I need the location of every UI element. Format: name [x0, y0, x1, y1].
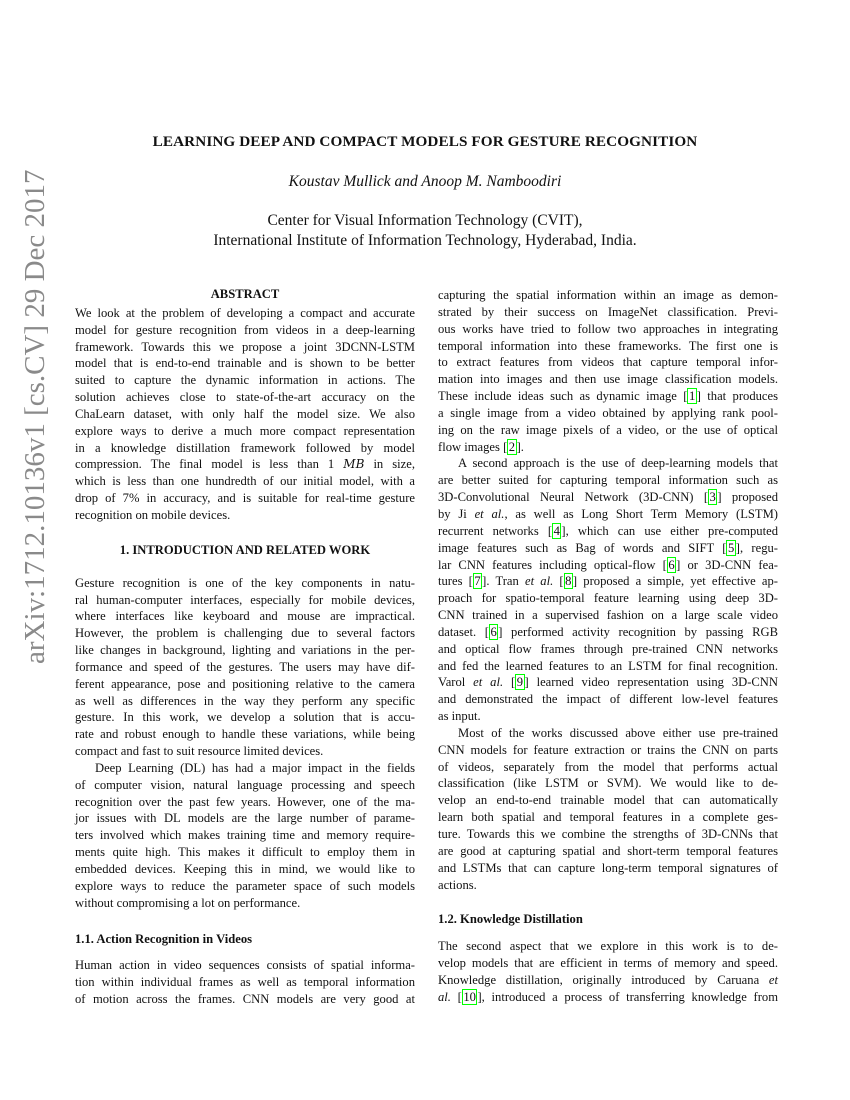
text-line: temporal information into these frameworks. The first one is [438, 338, 778, 353]
text-span: Varol [438, 675, 474, 690]
text-span: recurrent networks [438, 523, 548, 538]
subsection-heading-action-recognition: 1.1. Action Recognition in Videos [75, 931, 253, 946]
text-span: lar CNN features including optical-flow [438, 557, 663, 572]
text-line: rate and robust enough to handle these variations, while being [75, 727, 415, 742]
text-span: proposed [721, 490, 778, 505]
text-line: classification (like LSTM or SVM). We would like to de- [438, 776, 778, 791]
abstract-body [75, 305, 415, 524]
math-unit: MB [343, 457, 365, 472]
text-span: , introduced a process of transferring knowledge from [481, 989, 779, 1004]
text-line: formance and speed of the gestures. The users may have dif- [75, 659, 415, 674]
abstract-line: model for gesture recognition from videos in a deep-learning [75, 322, 415, 337]
text-span: . Tran [486, 574, 525, 589]
abstract-line: recognition on mobile devices. [75, 507, 231, 522]
text-line: and LSTMs that can capture long-term temporal signatures of [438, 860, 778, 875]
text-line: Gesture recognition is one of the key components in natu- [75, 575, 415, 590]
abstract-line: explore ways to derive a much more compact representation [75, 423, 415, 438]
text-line: strated by their success on ImageNet classification. Previ- [438, 304, 778, 319]
paragraph [438, 455, 778, 725]
text-span: Knowledge distillation, originally introduced by Caruana [438, 972, 769, 987]
affiliation-line: Center for Visual Information Technology (CVIT), [267, 212, 583, 229]
text-line: flow images [ 2 ]. [438, 439, 524, 454]
text-line: of computer vision, natural language processing and speech [75, 777, 415, 792]
abstract-line [75, 456, 415, 473]
text-line: learn both spatial and temporal features in a complete ges- [438, 810, 778, 825]
text-line: ous works have tried to follow two approaches in integrating [438, 321, 778, 336]
text-span: proposed a simple, yet effective ap- [577, 574, 778, 589]
text-line: CNN models for feature extraction or trains the CNN on parts [438, 742, 778, 757]
abstract-line: We look at the problem of developing a compact and accurate [75, 305, 415, 320]
citation-link[interactable]: 9 [516, 675, 523, 690]
abstract-line: framework. Towards this we propose a joint 3DCNN-LSTM [75, 339, 415, 354]
citation-link[interactable]: 5 [727, 540, 735, 555]
text-span: dataset. [438, 624, 485, 639]
text-span: al. [438, 989, 451, 1004]
text-line: Human action in video sequences consists of spatial informa- [75, 958, 415, 973]
text-line: explore ways to reduce the parameter space of such models [75, 878, 415, 893]
citation-link[interactable]: 1 [688, 389, 696, 404]
paragraph [438, 287, 778, 455]
text-line: and demonstrated the impact of different low-level features [438, 692, 778, 707]
text-line: Varol et al. [ 9 ] learned video representation using 3D-CNN [438, 675, 778, 690]
text-line: Most of the works discussed above either use pre-trained [458, 725, 778, 740]
text-line [438, 506, 778, 523]
text-line: as well as differences in the way they perform any specific [75, 693, 415, 708]
text-line: CNN trained in a supervised fashion on a large scale video [438, 608, 778, 623]
text-span: by Ji [438, 506, 475, 521]
text-span: et al. [473, 675, 504, 690]
text-line: proach for spatio-temporal feature learning using deep 3D- [438, 591, 778, 606]
text-span: , regu- [739, 540, 778, 555]
text-line: tion within individual frames as well as temporal information [75, 975, 415, 990]
abstract-line: which is less than one hundredth of our initial model, with a [75, 474, 415, 489]
arxiv-stamp: arXiv:1712.10136v1 [cs.CV] 29 Dec 2017 [19, 169, 51, 664]
text-line: velop models that are efficient in terms of memory and speed. [438, 956, 778, 971]
text-span: . [520, 439, 524, 454]
affiliation-line: International Institute of Information Technology, Hyderabad, India. [213, 232, 637, 249]
text-line: compact and fast to suit resource limited devices. [75, 744, 324, 759]
abstract-line: ChaLearn dataset, with only half the model size. We also [75, 406, 415, 421]
citation-link[interactable]: 2 [508, 439, 516, 454]
text-line: ral human-computer interfaces, especially for mobile devices, [75, 592, 415, 607]
text-line: gesture. In this work, we develop a solution that is accu- [75, 710, 415, 725]
text-line: 3D-Convolutional Neural Network (3D-CNN) [ 3 ] proposed [438, 490, 778, 505]
text-line: and optical flow frames through pre-trained CNN networks [438, 641, 778, 656]
text-line: without compromising a lot on performance. [75, 895, 301, 910]
text-line: as input. [438, 709, 481, 724]
text-line: ture. Towards this we combine the strengths of 3D-CNNs that [438, 827, 778, 841]
intro-paragraph [75, 760, 415, 912]
citation-link[interactable]: 4 [553, 523, 560, 538]
text-span: et [768, 972, 778, 987]
text-line: These include ideas such as dynamic image [ 1 ] that produces [438, 389, 778, 404]
text-span: These include ideas such as dynamic image [438, 389, 684, 404]
abstract-line: model that is end-to-end trainable and is shown to be better [75, 356, 415, 371]
text-line: ments quite high. This makes it difficult to employ them in [75, 845, 415, 860]
paragraph [438, 725, 778, 893]
text-line: mation into images and then use image classification models. [438, 372, 778, 387]
text-line: a single image from a video obtained by applying rank pool- [438, 405, 778, 420]
text-line: ters involved which makes training time and memory require- [75, 828, 415, 843]
text-line: embedded devices. Keeping this in mind, we would like to [75, 862, 415, 876]
text-line: image features such as Bag of words and SIFT [ 5 ], regu- [438, 540, 778, 555]
paragraph [438, 938, 778, 1005]
text-line: actions. [438, 877, 477, 892]
text-line: recognition over the past few years. However, one of the ma- [75, 794, 415, 809]
text-line: like changes in background, lighting and variations in the per- [75, 643, 415, 658]
citation-link[interactable]: 6 [490, 624, 497, 639]
text-span: et al. [474, 506, 505, 521]
affiliation [0, 211, 850, 251]
text-span: learned video representation using 3D-CNN [528, 675, 778, 690]
abstract-line: solution achieves close to state-of-the-art accuracy on the [75, 390, 415, 405]
text-line: where interfaces like keyboard and mouse are impractical. [75, 609, 415, 624]
text-line: A second approach is the use of deep-learning models that [458, 456, 778, 471]
citation-link[interactable]: 10 [463, 989, 476, 1004]
text-span: tures [438, 574, 469, 589]
text-line: capturing the spatial information within an image as demon- [438, 288, 778, 302]
text-span: performed activity recognition by passing RGB [502, 624, 778, 639]
section-paragraph [75, 957, 415, 1008]
text-line: are good at capturing spatial and short-term temporal features [438, 843, 778, 858]
text-line: to extract features from videos that capture temporal infor- [438, 355, 778, 370]
text-line: of motion across the frames. CNN models are very good at [75, 992, 415, 1007]
text-line: ferent appearance, pose and positioning relative to the camera [75, 676, 415, 691]
text-line: tures [ 7 ]. Tran et al. [ 8 ] proposed a simple, yet effective ap- [438, 574, 778, 589]
text-line: The second aspect that we explore in this work is to de- [438, 939, 778, 954]
text-line: jor issues with DL models are the large number of parame- [75, 811, 415, 826]
text-line: are better suited for capturing temporal information such as [438, 473, 778, 488]
text-span: 3D-Convolutional Neural Network (3D-CNN) [438, 490, 704, 505]
text-line: However, the problem is challenging due to several factors [75, 626, 415, 641]
text-span: in size, [373, 457, 415, 472]
text-span: or 3D-CNN fea- [680, 557, 778, 572]
text-line: lar CNN features including optical-flow [ 6 ] or 3D-CNN fea- [438, 557, 778, 572]
abstract-line: suited to capture the dynamic information in actions. The [75, 373, 415, 388]
paper-title: LEARNING DEEP AND COMPACT MODELS FOR GESTURE RECOGNITION [152, 133, 698, 150]
text-span: et al. [525, 574, 554, 589]
text-line: al. [ 10 ], introduced a process of transferring knowledge from [438, 989, 779, 1004]
text-line: of videos, separately from the model that performs actual [438, 759, 778, 774]
citation-link[interactable]: 3 [709, 490, 716, 505]
subsection-heading-knowledge-distillation: 1.2. Knowledge Distillation [438, 912, 583, 927]
text-line: dataset. [ 6 ] performed activity recognition by passing RGB [438, 624, 778, 639]
paper-authors: Koustav Mullick and Anoop M. Namboodiri [288, 173, 562, 190]
text-line: ing on the raw image pixels of a video, or the use of optical [438, 422, 778, 437]
abstract-line: drop of 7% in accuracy, and is suitable for real-time gesture [75, 491, 415, 506]
text-line: and fed the learned features to an LSTM for final recognition. [438, 658, 778, 673]
text-span: , which can use either pre-computed [565, 523, 778, 538]
text-line: recurrent networks [ 4 ], which can use either pre-computed [438, 523, 778, 538]
citation-link[interactable]: 7 [474, 574, 481, 589]
text-span: flow images [438, 439, 504, 454]
citation-link[interactable]: 8 [565, 574, 572, 589]
citation-link[interactable]: 6 [668, 557, 675, 572]
left-column [75, 286, 415, 1008]
text-span: compression. The final model is less than 1 [75, 457, 335, 472]
text-line: Deep Learning (DL) has had a major impact in the fields [95, 760, 415, 775]
abstract-line: in a knowledge distillation framework followed by model [75, 440, 415, 455]
right-column [438, 287, 778, 1006]
text-span: , as well as Long Short Term Memory (LSTM) [504, 506, 779, 521]
section-heading-introduction: 1. INTRODUCTION AND RELATED WORK [119, 542, 371, 557]
text-span: image features such as Bag of words and SIFT [438, 540, 723, 555]
text-span: that produces [700, 389, 778, 404]
text-line: velop an end-to-end trainable model that can automatically [438, 793, 778, 808]
abstract-heading: ABSTRACT [210, 287, 280, 301]
text-line [438, 972, 778, 989]
intro-paragraph [75, 575, 415, 760]
